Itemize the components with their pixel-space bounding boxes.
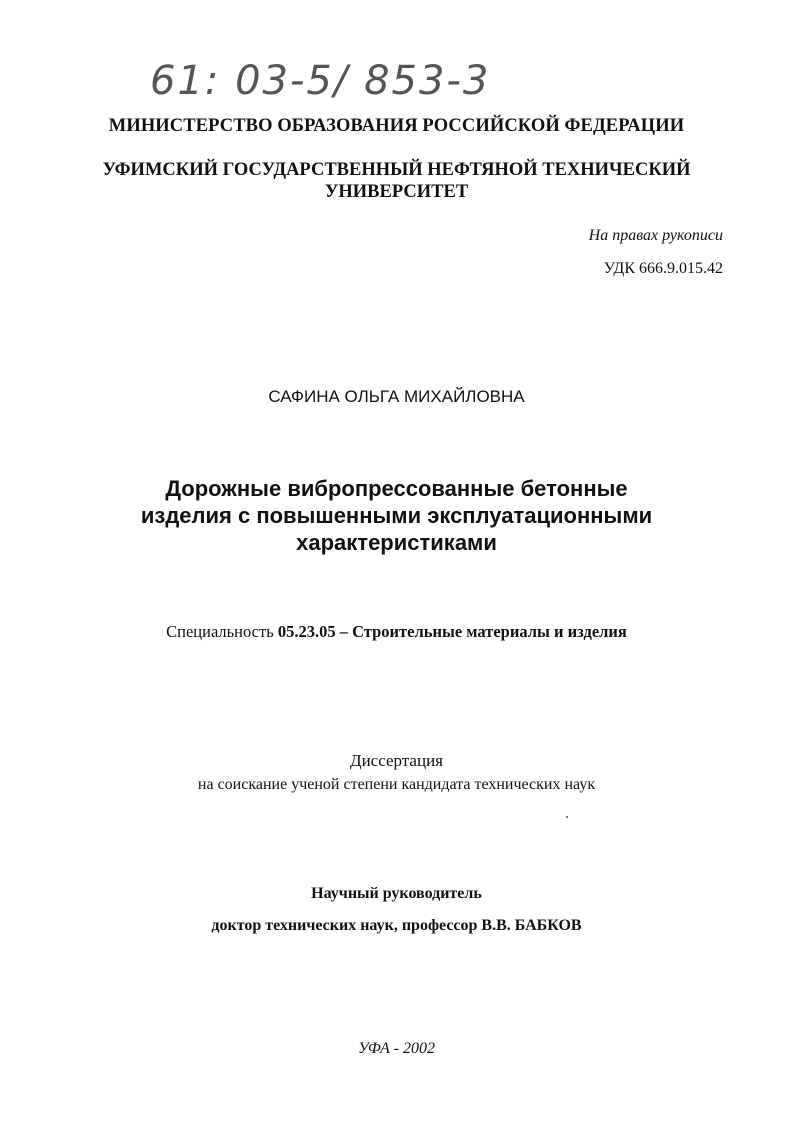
title-line-1: Дорожные вибропрессованные бетонные (165, 476, 628, 501)
specialty-code: 05.23.05 (277, 622, 336, 641)
specialty-prefix: Специальность (166, 622, 278, 641)
supervisor-name: доктор технических наук, профессор В.В. БАБКОВ (211, 917, 582, 934)
university-heading (0, 159, 793, 203)
document-type: Диссертация (349, 751, 443, 770)
university-line-1: УФИМСКИЙ ГОСУДАРСТВЕННЫЙ НЕФТЯНОЙ ТЕХНИЧЕСКИЙ (102, 160, 691, 180)
scan-speck (566, 816, 568, 818)
specialty (0, 622, 793, 642)
title-line-3: характеристиками (296, 530, 497, 555)
title-line-2: изделия с повышенными эксплуатационными (140, 503, 653, 528)
specialty-name: – Строительные материалы и изделия (335, 622, 627, 641)
manuscript-rights: На правах рукописи (588, 227, 723, 244)
handwritten-code-text: 61: 03-5/ 853-3 (150, 58, 491, 104)
city-year: УФА - 2002 (357, 1040, 436, 1057)
author-name: САФИНА ОЛЬГА МИХАЙЛОВНА (268, 387, 525, 406)
supervisor-label: Научный руководитель (311, 885, 482, 902)
dissertation-title (0, 475, 793, 556)
university-line-2: УНИВЕРСИТЕТ (324, 182, 469, 202)
ministry-heading: МИНИСТЕРСТВО ОБРАЗОВАНИЯ РОССИЙСКОЙ ФЕДЕРАЦИИ (108, 116, 685, 136)
udk-code: УДК 666.9.015.42 (603, 260, 723, 277)
handwritten-archive-code (150, 52, 550, 112)
degree-description: на соискание ученой степени кандидата технических наук (197, 776, 596, 793)
